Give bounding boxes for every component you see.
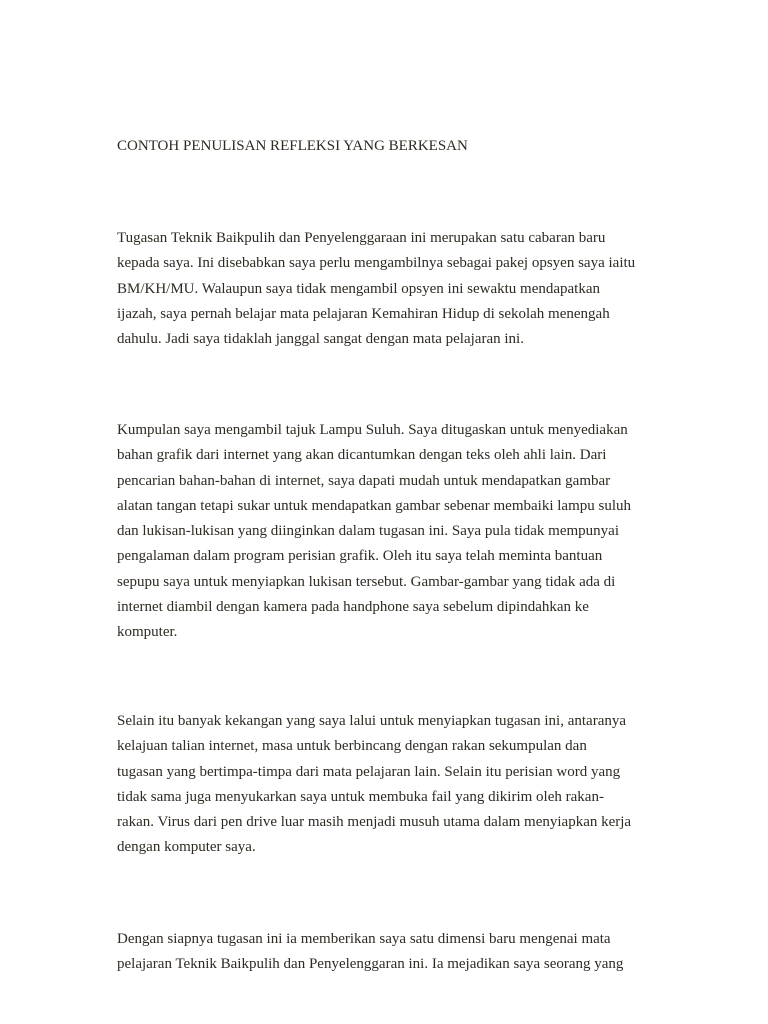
paragraph-line: Selain itu banyak kekangan yang saya lalui untuk menyiapkan tugasan ini, antaranya bbox=[117, 713, 627, 729]
paragraph-line: dengan komputer saya. bbox=[117, 839, 256, 856]
paragraph-line: kelajuan talian internet, masa untuk berbincang dengan rakan sekumpulan dan bbox=[117, 738, 587, 755]
paragraph-4 bbox=[117, 927, 652, 978]
paragraph-line: komputer. bbox=[117, 624, 178, 641]
document-title: CONTOH PENULISAN REFLEKSI YANG BERKESAN bbox=[117, 138, 468, 154]
paragraph-line: tidak sama juga menyukarkan saya untuk membuka fail yang dikirim oleh rakan- bbox=[117, 788, 604, 805]
paragraph-line: pengalaman dalam program perisian grafik. Oleh itu saya telah meminta bantuan bbox=[117, 548, 603, 565]
paragraph-1 bbox=[117, 226, 652, 352]
paragraph-line: pelajaran Teknik Baikpulih dan Penyelenggaran ini. Ia mejadikan saya seorang yang bbox=[117, 956, 624, 973]
paragraph-2 bbox=[117, 418, 652, 646]
paragraph-line: rakan. Virus dari pen drive luar masih menjadi musuh utama dalam menyiapkan kerja bbox=[117, 814, 632, 831]
paragraph-line: BM/KH/MU. Walaupun saya tidak mengambil opsyen ini sewaktu mendapatkan bbox=[117, 280, 601, 297]
paragraph-line: ijazah, saya pernah belajar mata pelajaran Kemahiran Hidup di sekolah menengah bbox=[117, 305, 610, 322]
paragraph-line: dahulu. Jadi saya tidaklah janggal sangat dengan mata pelajaran ini. bbox=[117, 331, 524, 348]
paragraph-line: kepada saya. Ini disebabkan saya perlu mengambilnya sebagai pakej opsyen saya iaitu bbox=[117, 255, 636, 272]
paragraph-line: pencarian bahan-bahan di internet, saya dapati mudah untuk mendapatkan gambar bbox=[117, 472, 611, 489]
paragraph-line: internet diambil dengan kamera pada handphone saya sebelum dipindahkan ke bbox=[117, 599, 589, 616]
paragraph-line: sepupu saya untuk menyiapkan lukisan tersebut. Gambar-gambar yang tidak ada di bbox=[117, 573, 616, 590]
paragraph-line: alatan tangan tetapi sukar untuk mendapatkan gambar sebenar membaiki lampu suluh bbox=[117, 497, 631, 514]
paragraph-3 bbox=[117, 709, 652, 861]
paragraph-line: Tugasan Teknik Baikpulih dan Penyelenggaraan ini merupakan satu cabaran baru bbox=[117, 230, 606, 246]
paragraph-line: dan lukisan-lukisan yang diinginkan dalam tugasan ini. Saya pula tidak mempunyai bbox=[117, 523, 619, 540]
paragraph-line: bahan grafik dari internet yang akan dicantumkan dengan teks oleh ahli lain. Dari bbox=[117, 447, 607, 464]
paragraph-line: Kumpulan saya mengambil tajuk Lampu Suluh. Saya ditugaskan untuk menyediakan bbox=[117, 422, 628, 438]
paragraph-line: Dengan siapnya tugasan ini ia memberikan saya satu dimensi baru mengenai mata bbox=[117, 931, 611, 947]
paragraph-line: tugasan yang bertimpa-timpa dari mata pelajaran lain. Selain itu perisian word yang bbox=[117, 763, 621, 780]
